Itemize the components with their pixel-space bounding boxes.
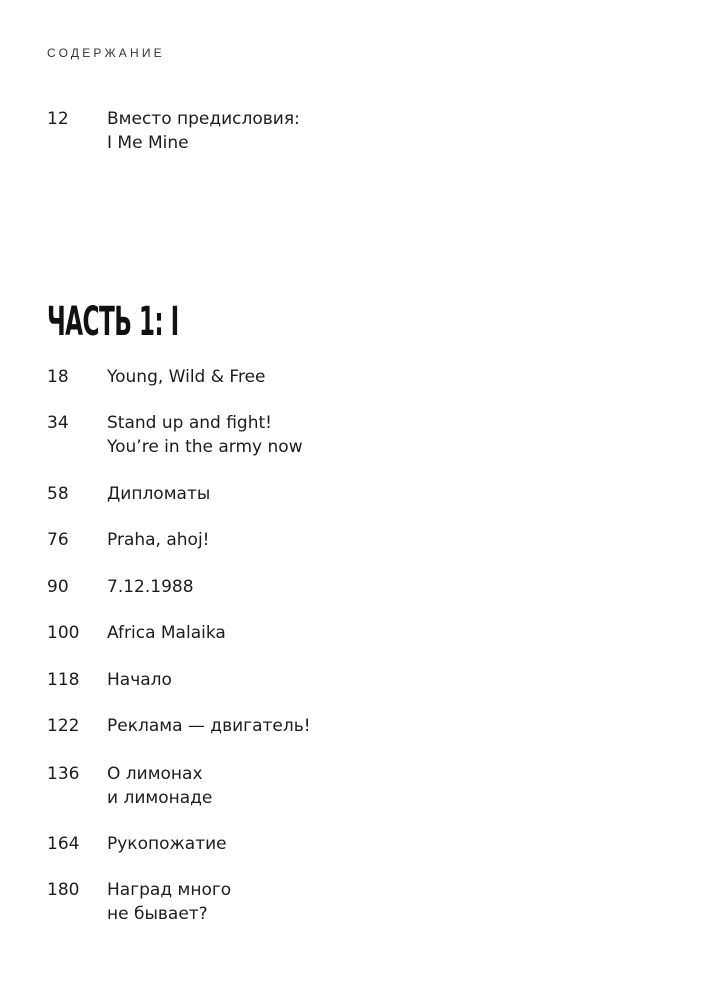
page-number: 18 <box>47 367 69 387</box>
page-number: 164 <box>47 834 80 854</box>
entry-title-line: 7.12.1988 <box>107 577 194 597</box>
page-number: 12 <box>47 109 69 129</box>
entry-title-line: Вместо предисловия: <box>107 109 300 129</box>
page-number: 34 <box>47 413 69 433</box>
part-heading: ЧАСТЬ 1: I <box>47 299 179 345</box>
entry-title-line: Наград много <box>107 880 232 900</box>
entry-title <box>107 878 667 926</box>
entry-title <box>107 714 667 738</box>
page-number: 90 <box>47 577 69 597</box>
entry-title-line: О лимонах <box>107 764 203 784</box>
entry-title <box>107 107 667 155</box>
entry-title-line: не бывает? <box>107 904 208 924</box>
entry-title-line: I Me Mine <box>107 133 189 153</box>
entry-title <box>107 528 667 552</box>
entry-title-line: и лимонаде <box>107 788 213 808</box>
entry-title-line: Young, Wild & Free <box>107 367 266 387</box>
page-number: 76 <box>47 530 69 550</box>
page-number: 118 <box>47 670 80 690</box>
entry-title-line: You’re in the army now <box>107 437 303 457</box>
entry-title-line: Дипломаты <box>107 484 211 504</box>
entry-title <box>107 832 667 856</box>
entry-title-line: Africa Malaika <box>107 623 226 643</box>
entry-title <box>107 411 667 459</box>
page-number: 180 <box>47 880 80 900</box>
page-number: 58 <box>47 484 69 504</box>
page-number: 122 <box>47 716 80 736</box>
contents-header: СОДЕРЖАНИЕ <box>47 46 165 60</box>
entry-title <box>107 621 667 645</box>
entry-title-line: Начало <box>107 670 172 690</box>
entry-title-line: Реклама — двигатель! <box>107 716 311 736</box>
page-number: 100 <box>47 623 80 643</box>
entry-title <box>107 668 667 692</box>
entry-title <box>107 482 667 506</box>
entry-title <box>107 762 667 810</box>
page-number: 136 <box>47 764 80 784</box>
entry-title-line: Praha, ahoj! <box>107 530 210 550</box>
entry-title <box>107 365 667 389</box>
entry-title-line: Рукопожатие <box>107 834 227 854</box>
entry-title-line: Stand up and fight! <box>107 413 272 433</box>
entry-title <box>107 575 667 599</box>
